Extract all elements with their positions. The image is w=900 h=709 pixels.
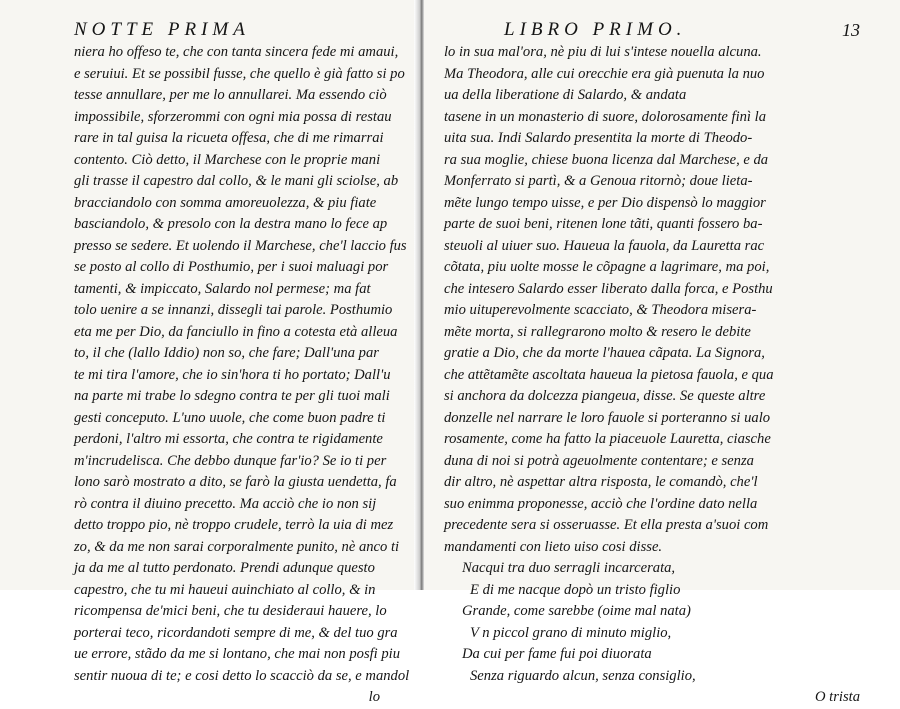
running-head-left: NOTTE PRIMA <box>74 19 250 40</box>
text-line: uita sua. Indi Salardo presentita la morte di Theodo- <box>444 130 753 146</box>
left-page-text <box>74 42 410 687</box>
text-line: presso se sedere. Et uolendo il Marchese, che'l laccio fus <box>74 237 407 254</box>
text-line: contento. Ciò detto, il Marchese con le proprie mani <box>74 151 381 168</box>
text-line: cõtata, piu uolte mosse le cõpagne a lagrimare, ma poi, <box>444 259 770 275</box>
page-number: 13 <box>842 20 860 40</box>
left-page <box>0 0 418 705</box>
text-line: porterai teco, ricordandoti sempre di me, & del tuo gra <box>74 624 398 641</box>
text-line: bracciandolo con somma amoreuolezza, & piu fiate <box>74 194 377 211</box>
enigma-verse <box>444 558 860 687</box>
text-line: te mi tira l'amore, che io sin'hora ti ho portato; Dall'u <box>74 366 391 383</box>
text-line: ricompensa de'mici beni, che tu desideraui hauere, lo <box>74 603 387 619</box>
right-page <box>424 0 900 705</box>
text-line: mẽte lungo tempo uisse, e per Dio dispensò lo maggior <box>444 194 766 211</box>
text-line: gratie a Dio, che da morte l'hauea cãpata. La Signora, <box>444 345 765 361</box>
text-line: gli trasse il capestro dal collo, & le mani gli sciolse, ab <box>74 173 399 189</box>
verse-line: Senza riguardo alcun, senza consiglio, <box>470 667 696 684</box>
text-line: suo enimma proponesse, acciò che l'ordine dato nella <box>444 495 758 512</box>
text-line: ra sua moglie, chiese buona licenza dal Marchese, e da <box>444 151 769 168</box>
text-line: rosamente, come ha fatto la piaceuole Lauretta, ciasche <box>444 431 771 447</box>
text-line: mẽte morta, si rallegrarono molto & resero le debite <box>444 323 751 340</box>
text-line: steuoli al uiuer suo. Haueua la fauola, da Lauretta rac <box>444 237 765 254</box>
verse-line: Grande, come sarebbe (oime mal nata) <box>462 603 691 619</box>
catchword-right: O trista <box>814 689 860 705</box>
text-line: m'incrudelisca. Che debbo dunque far'io? Se io ti per <box>74 452 387 469</box>
text-line: to, il che (lallo Iddio) non so, che fare; Dall'una par <box>74 345 379 361</box>
text-line: niera ho offeso te, che con tanta sincera fede mi amaui, <box>74 44 399 60</box>
text-line: basciandolo, & presolo con la destra mano lo fece ap <box>74 216 388 232</box>
verse-line: E di me nacque dopò un tristo figlio <box>470 581 681 598</box>
text-line: tolo uenire a se innanzi, dissegli tai parole. Posthumio <box>74 302 393 318</box>
right-page-text <box>444 42 860 558</box>
text-line: e seruiui. Et se possibil fusse, che quello è già fatto si po <box>74 65 405 82</box>
text-line: tasene in un monasterio di suore, dolorosamente finì la <box>444 108 766 125</box>
text-line: eta me per Dio, da fanciullo in fino a cotesta età alleua <box>74 323 398 340</box>
text-line: gesti conceputo. L'uno uuole, che come buon padre ti <box>74 409 386 426</box>
verse-line: Da cui per fame fui poi diuorata <box>462 646 652 662</box>
text-line: se posto al collo di Posthumio, per i suoi maluagi por <box>74 259 389 275</box>
text-line: che attẽtamẽte ascoltata haueua la pietosa fauola, e qua <box>444 366 774 383</box>
text-line: tesse annullare, per me lo annullarei. Ma essendo ciò <box>74 87 387 103</box>
text-line: dir altro, nè aspettar altra risposta, le comandò, che'l <box>444 474 758 490</box>
running-head-title: LIBRO PRIMO. <box>504 19 687 40</box>
text-line: lo in sua mal'ora, nè piu di lui s'intese nouella alcuna. <box>444 44 762 60</box>
text-line: ja da me al tutto perdonato. Prendi adunque questo <box>74 560 375 576</box>
text-line: si anchora da dolcezza piangeua, disse. Se queste altre <box>444 388 766 404</box>
text-line: na parte mi trabe lo sdegno contra te per gli tuoi mali <box>74 388 390 404</box>
verse-line: V n piccol grano di minuto miglio, <box>470 624 672 641</box>
text-line: impossibile, sforzerommi con ogni mia possa di restau <box>74 108 392 125</box>
text-line: zo, & da me non sarai corporalmente punito, nè anco ti <box>74 538 400 555</box>
text-line: mandamenti con lieto uiso cosi disse. <box>444 538 663 555</box>
text-line: mio uituperevolmente scacciato, & Theodora misera- <box>444 302 757 318</box>
text-line: capestro, che tu mi haueui auinchiato al collo, & in <box>74 581 376 598</box>
text-line: Monferrato si partì, & a Genoua ritornò; doue lieta- <box>444 173 753 189</box>
text-line: donzelle nel narrare le loro fauole si porteranno si ualo <box>444 409 771 426</box>
text-line: perdoni, l'altro mi essorta, che contra te rigidamente <box>74 431 383 447</box>
text-line: ue errore, stãdo da me si lontano, che mai non posfi piu <box>74 646 401 662</box>
text-line: precedente sera si osseruasse. Et ella presta a'suoi com <box>444 517 769 533</box>
text-line: rare in tal guisa la ricueta offesa, che di me rimarrai <box>74 130 384 146</box>
text-line: ua della liberatione di Salardo, & andata <box>444 87 687 103</box>
text-line: rò contra il diuino precetto. Ma acciò che io non sij <box>74 495 377 512</box>
text-line: Ma Theodora, alle cui orecchie era già puenuta la nuo <box>444 65 765 82</box>
verse-line: Nacqui tra duo serragli incarcerata, <box>462 560 676 576</box>
text-line: tamenti, & impiccato, Salardo nol permese; ma fat <box>74 280 371 297</box>
text-line: lono sarò mostrato a dito, se farò la giusta uendetta, fa <box>74 474 397 490</box>
catchword-left: lo <box>368 689 380 705</box>
text-line: duna di noi si potrà ageuolmente contentare; e senza <box>444 452 754 469</box>
text-line: che intesero Salardo esser liberato dalla forca, e Posthu <box>444 280 773 297</box>
text-line: sentir nuoua di te; e cosi detto lo scacciò da se, e mandol <box>74 667 410 684</box>
text-line: parte de suoi beni, ritenen lone tãti, quanti fossero ba- <box>444 216 763 232</box>
running-head-right <box>444 18 860 42</box>
text-line: detto troppo pio, nè troppo crudele, terrò la uia di mez <box>74 517 394 533</box>
